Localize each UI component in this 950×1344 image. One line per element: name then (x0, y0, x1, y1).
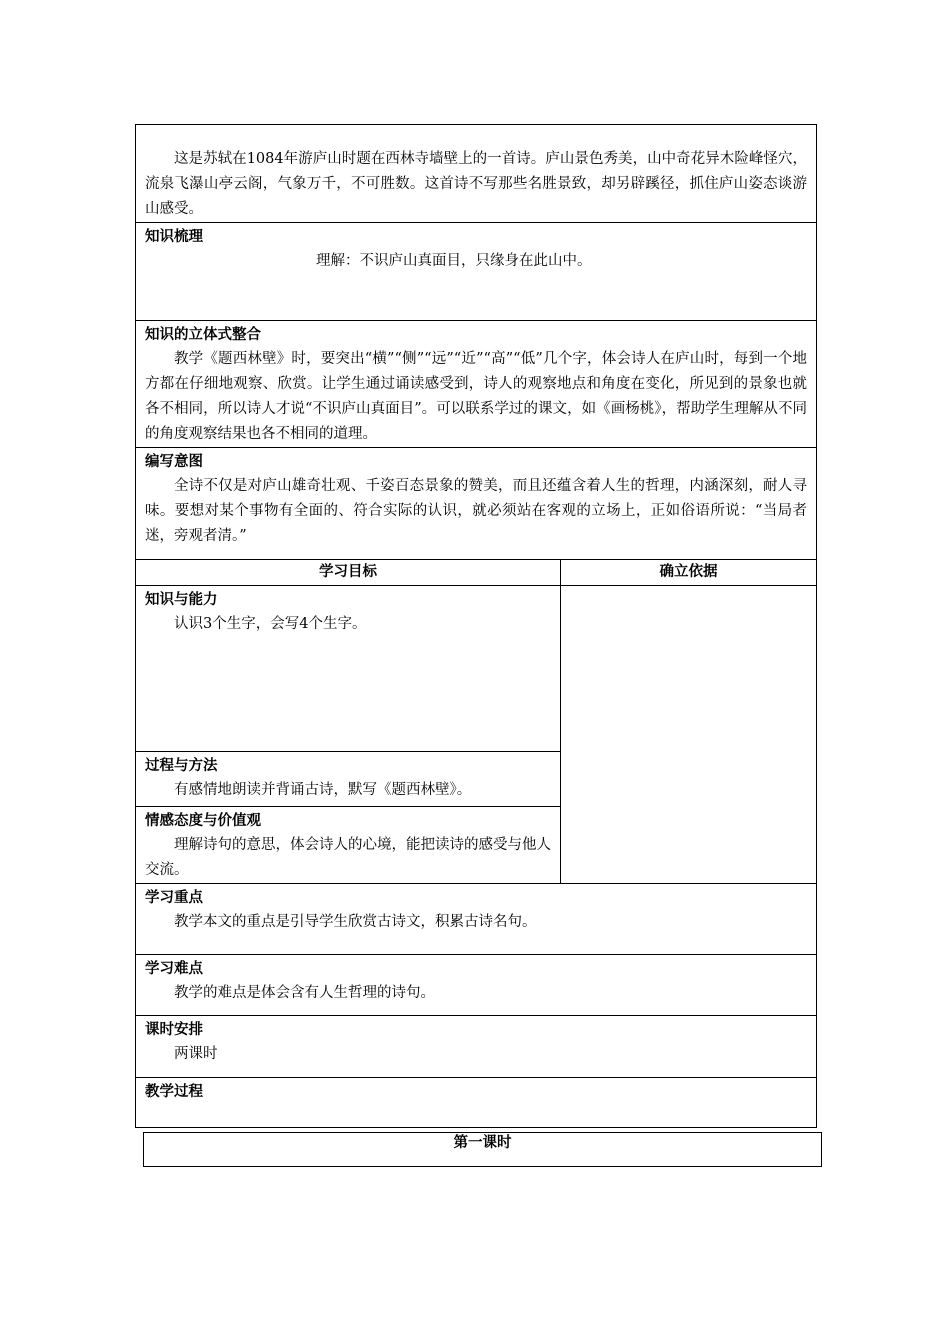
difficulty-text: 教学的难点是体会含有人生哲理的诗句。 (174, 985, 435, 1001)
schedule-heading: 课时安排 (145, 1022, 203, 1038)
difficulty-heading: 学习难点 (145, 961, 203, 977)
knowledge-heading: 知识梳理 (145, 229, 203, 245)
integration-text: 教学《题西林壁》时，要突出“横”“侧”“远”“近”“高”“低”几个字，体会诗人在庐山时，每到一个地方都在仔细地观察、欣赏。让学生通过诵读感受到，诗人的观察地点和角度在变化，所见到的景象也就各不相同，所以诗人才说“不识庐山真面目”。可以联系学过的课文，如《画杨桃》，帮助学生理解从不同的角度观察结果也各不相同的道理。 (145, 351, 807, 442)
intent-text: 全诗不仅是对庐山雄奇壮观、千姿百态景象的赞美，而且还蕴含着人生的哲理，内涵深刻，耐人寻味。要想对某个事物有全面的、符合实际的认识，就必须站在客观的立场上，正如俗语所说：“当局者迷，旁观者清。” (145, 478, 807, 544)
goal-process-text: 有感情地朗读并背诵古诗，默写《题西林壁》。 (174, 782, 472, 798)
goal-emotion-cell (136, 807, 561, 884)
lesson-plan-table (135, 124, 817, 1128)
goal-emotion-text: 理解诗句的意思，体会诗人的心境，能把读诗的感受与他人交流。 (145, 837, 551, 878)
goal-process-cell (136, 752, 561, 807)
first-lesson-title: 第一课时 (453, 1135, 512, 1151)
goals-header: 学习目标 (136, 560, 561, 586)
integration-heading: 知识的立体式整合 (145, 327, 261, 343)
goal-emotion-heading: 情感态度与价值观 (145, 813, 261, 829)
process-heading: 教学过程 (145, 1084, 203, 1100)
first-lesson-box (143, 1132, 822, 1167)
schedule-text: 两课时 (174, 1046, 218, 1062)
intro-cell (136, 125, 817, 223)
goal-knowledge-heading: 知识与能力 (145, 592, 218, 608)
intent-heading: 编写意图 (145, 454, 203, 470)
goal-knowledge-text: 认识3个生字，会写4个生字。 (174, 616, 367, 632)
key-point-cell (136, 884, 817, 955)
basis-cell (561, 586, 817, 884)
knowledge-cell (136, 223, 817, 321)
goal-process-heading: 过程与方法 (145, 758, 218, 774)
goal-knowledge-cell (136, 586, 561, 752)
difficulty-cell (136, 955, 817, 1016)
intent-cell (136, 448, 817, 560)
knowledge-text: 理解：不识庐山真面目，只缘身在此山中。 (316, 253, 592, 269)
key-point-text: 教学本文的重点是引导学生欣赏古诗文，积累古诗名句。 (174, 914, 537, 930)
intro-text: 这是苏轼在1084年游庐山时题在西林寺墙壁上的一首诗。庐山景色秀美，山中奇花异木险峰怪穴，流泉飞瀑山亭云阁，气象万千，不可胜数。这首诗不写那些名胜景致，却另辟蹊径，抓住庐山姿态谈游山感受。 (145, 151, 807, 217)
process-cell (136, 1078, 817, 1128)
basis-header: 确立依据 (561, 560, 817, 586)
key-point-heading: 学习重点 (145, 890, 203, 906)
integration-cell (136, 321, 817, 448)
schedule-cell (136, 1016, 817, 1078)
